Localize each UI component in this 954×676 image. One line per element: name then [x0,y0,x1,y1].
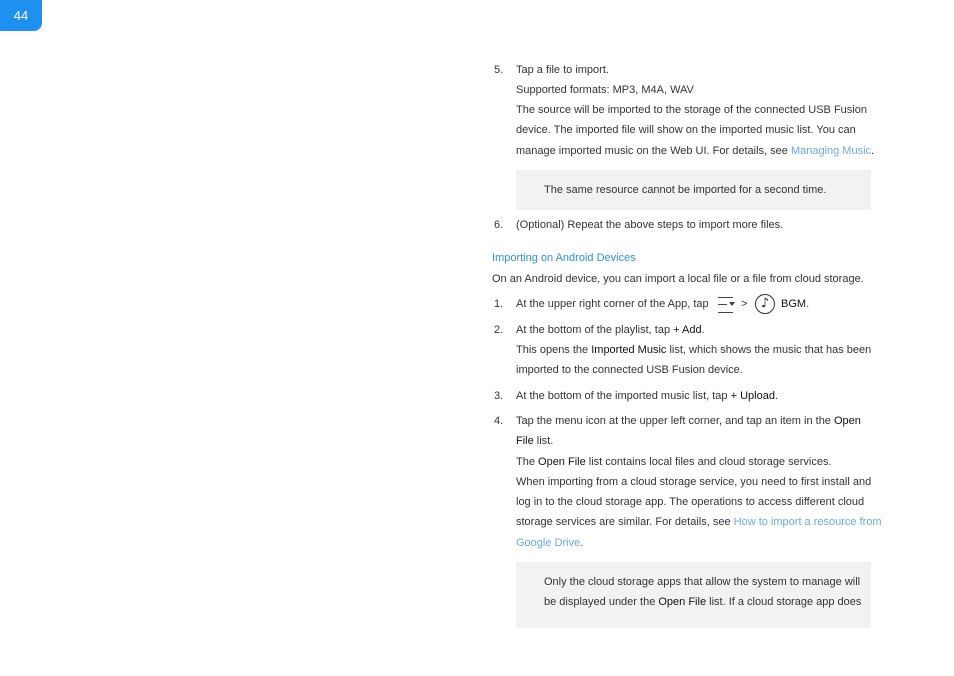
step-text [781,294,809,314]
menu-dropdown-icon [716,296,736,314]
step-text [516,320,705,340]
add-label: + Add [673,324,702,336]
step-text-prefix: The [516,456,539,468]
step-text [516,512,882,532]
managing-music-link[interactable]: Managing Music [790,145,872,157]
step-text-prefix: This opens the [516,344,592,356]
step-text: (Optional) Repeat the above steps to import more files. [516,219,784,231]
step-text-suffix: . [774,390,779,402]
step-text [516,386,778,406]
step-text-suffix: . [701,324,705,336]
open-file-label: Open File [658,596,707,608]
step-number: 2. [494,324,504,336]
step-text [516,452,832,472]
step-text: device. The imported file will show on the imported music list. You can [516,124,856,136]
step-text-suffix: list contains local files and cloud storage services. [585,456,832,468]
step-text-prefix: At the bottom of the playlist, tap [516,324,674,336]
note-box [516,170,871,210]
step-text-suffix: list. [533,435,554,447]
step-text: Tap a file to import. [516,64,609,76]
step-text-suffix: . [580,537,584,549]
step-text: The source will be imported to the storage of the connected USB Fusion [516,104,867,116]
step-number: 3. [494,390,504,402]
step-text-prefix: At the bottom of the imported music list, tap [516,390,731,402]
step-number: 4. [494,415,504,427]
step-text [516,431,553,451]
bgm-label: BGM [781,298,807,310]
step-text-suffix: . [806,298,810,310]
open-label: Open [833,415,861,427]
upload-label: + Upload [730,390,775,402]
step-text-suffix: list, which shows the music that has been [666,344,872,356]
separator: > [741,298,748,310]
music-note-icon: ♪ [755,294,775,314]
import-from-google-drive-link[interactable]: How to import a resource from [733,516,882,528]
step-number: 6. [494,219,504,231]
step-number: 5. [494,64,504,76]
note-box [516,562,871,628]
note-text [544,592,861,612]
note-text: Only the cloud storage apps that allow the system to manage will [544,576,861,588]
step-text: Supported formats: MP3, M4A, WAV [516,84,694,96]
imported-music-label: Imported Music [591,344,667,356]
section-intro: On an Android device, you can import a local file or a file from cloud storage. [492,273,864,285]
step-text [516,411,861,431]
step-text [516,533,583,553]
google-drive-link[interactable]: Google Drive [516,537,581,549]
step-text: log in to the cloud storage app. The operations to access different cloud [516,496,865,508]
step-text-prefix: storage services are similar. For details, see [516,516,734,528]
page-number-badge: 44 [0,0,42,31]
open-file-label: Open File [538,456,586,468]
file-label: File [516,435,534,447]
step-text-prefix: Tap the menu icon at the upper left corner, and tap an item in the [516,415,834,427]
step-text: At the upper right corner of the App, tap [516,298,709,310]
step-text-suffix: . [871,145,875,157]
step-text: When importing from a cloud storage service, you need to first install and [516,476,872,488]
note-text: The same resource cannot be imported for a second time. [544,184,827,196]
note-text-prefix: be displayed under the [544,596,659,608]
step-text-prefix: manage imported music on the Web UI. For details, see [516,145,791,157]
step-text: imported to the connected USB Fusion device. [516,364,743,376]
step-text [516,141,874,161]
note-text-suffix: list. If a cloud storage app does [706,596,862,608]
step-number: 1. [494,298,504,310]
step-text [516,340,871,360]
section-heading: Importing on Android Devices [492,252,636,264]
